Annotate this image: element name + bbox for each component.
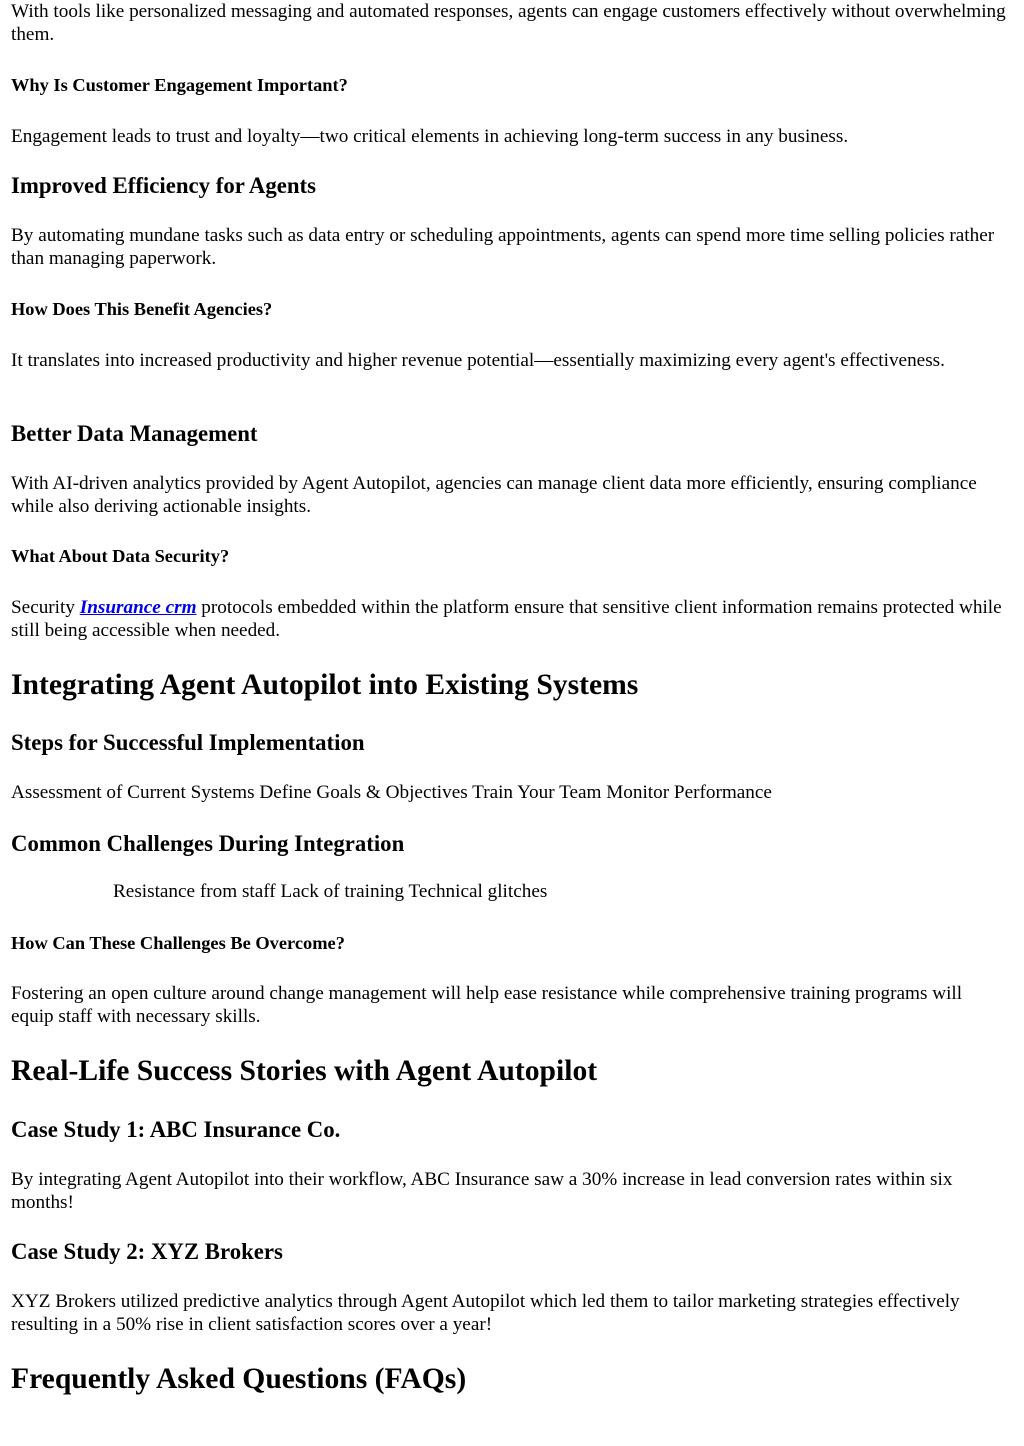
insurance-crm-link[interactable]: Insurance crm — [79, 597, 197, 618]
steps-paragraph: Assessment of Current Systems Define Goals & Objectives Train Your Team Monitor Performance — [11, 782, 772, 803]
steps-heading: Steps for Successful Implementation — [11, 730, 365, 755]
case1-paragraph: By integrating Agent Autopilot into their workflow, ABC Insurance saw a 30% increase in lead conversion rates within six months! — [11, 1169, 953, 1213]
data-management-paragraph: With AI-driven analytics provided by Agent Autopilot, agencies can manage client data more efficiently, ensuring compliance while also deriving actionable insights. — [11, 473, 977, 517]
challenges-blockquote: Resistance from staff Lack of training Technical glitches — [113, 881, 548, 902]
efficiency-answer: It translates into increased productivity and higher revenue potential—essentially maximizing every agent's effectiveness. — [11, 350, 945, 371]
case2-heading: Case Study 2: XYZ Brokers — [11, 1239, 283, 1264]
integration-heading: Integrating Agent Autopilot into Existing Systems — [11, 669, 639, 701]
overcome-question: How Can These Challenges Be Overcome? — [11, 933, 345, 953]
case2-paragraph: XYZ Brokers utilized predictive analytics through Agent Autopilot which led them to tailor marketing strategies effectively resulting in a 50% rise in client satisfaction scores over a year! — [11, 1291, 960, 1335]
efficiency-paragraph: By automating mundane tasks such as data entry or scheduling appointments, agents can spend more time selling policies rather than managing paperwork. — [11, 225, 995, 269]
success-heading: Real-Life Success Stories with Agent Autopilot — [11, 1055, 598, 1087]
data-security-question: What About Data Security? — [11, 546, 230, 566]
case1-heading: Case Study 1: ABC Insurance Co. — [11, 1117, 341, 1142]
engagement-question: Why Is Customer Engagement Important? — [11, 75, 348, 95]
efficiency-question: How Does This Benefit Agencies? — [11, 299, 273, 319]
faq-heading: Frequently Asked Questions (FAQs) — [11, 1363, 467, 1395]
overcome-answer: Fostering an open culture around change management will help ease resistance while comprehensive training programs will equip staff with necessary skills. — [11, 983, 963, 1027]
intro-paragraph: With tools like personalized messaging and automated responses, agents can engage customers effectively without overwhelming them. — [11, 1, 1006, 45]
data-security-answer — [11, 596, 1006, 642]
data-management-heading: Better Data Management — [11, 421, 258, 446]
efficiency-heading: Improved Efficiency for Agents — [11, 173, 316, 198]
challenges-heading: Common Challenges During Integration — [11, 831, 405, 856]
data-security-answer-prefix: Security — [11, 597, 80, 618]
engagement-answer: Engagement leads to trust and loyalty—two critical elements in achieving long-term success in any business. — [11, 126, 849, 147]
data-security-answer-suffix: protocols embedded within the platform ensure that sensitive client information remains protected while still being accessible when needed. — [11, 597, 1002, 641]
